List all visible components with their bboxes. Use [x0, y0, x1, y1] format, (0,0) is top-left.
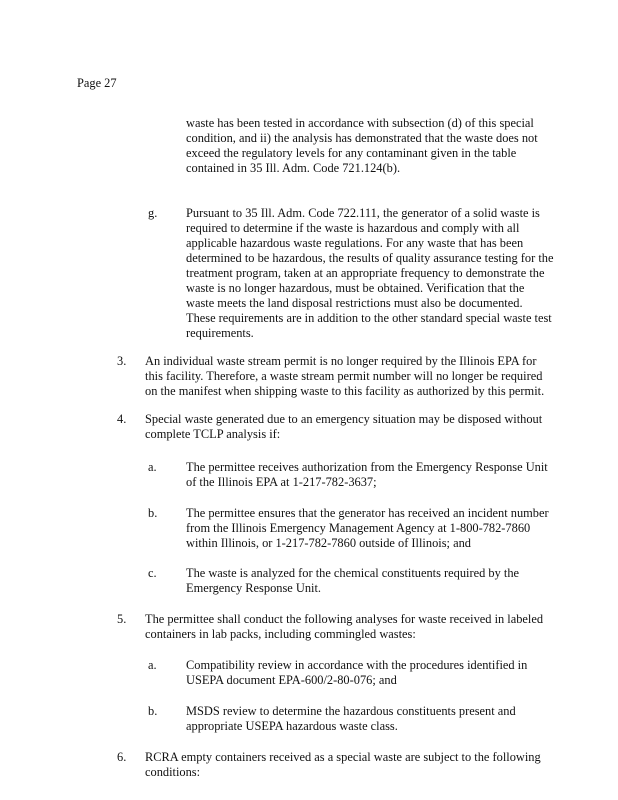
item-number: g.	[148, 206, 158, 220]
paragraph-line: within Illinois, or 1-217-782-7860 outside of Illinois; and	[186, 536, 471, 550]
paragraph-line: These requirements are in addition to the other standard special waste test	[186, 311, 552, 325]
paragraph-line: of the Illinois EPA at 1-217-782-3637;	[186, 475, 377, 489]
paragraph-line: waste has been tested in accordance with subsection (d) of this special	[186, 116, 534, 130]
item-number: c.	[148, 566, 157, 580]
item-number: a.	[148, 658, 157, 672]
paragraph-line: from the Illinois Emergency Management Agency at 1-800-782-7860	[186, 521, 531, 535]
paragraph-line: The waste is analyzed for the chemical constituents required by the	[186, 566, 520, 580]
item-number: 5.	[117, 612, 127, 626]
item-number: a.	[148, 460, 157, 474]
item-number: b.	[148, 506, 158, 520]
item-number: b.	[148, 704, 158, 718]
item-number: 6.	[117, 750, 127, 764]
paragraph-line: Special waste generated due to an emergency situation may be disposed without	[145, 412, 543, 426]
paragraph-line: exceed the regulatory levels for any contaminant given in the table	[186, 146, 517, 160]
paragraph-line: Pursuant to 35 Ill. Adm. Code 722.111, the generator of a solid waste is	[186, 206, 540, 220]
paragraph-line: The permittee shall conduct the following analyses for waste received in labeled	[145, 612, 544, 626]
item-number: 4.	[117, 412, 127, 426]
paragraph-line: on the manifest when shipping waste to this facility as authorized by this permit.	[145, 384, 545, 398]
item-number: 3.	[117, 354, 127, 368]
paragraph-line: appropriate USEPA hazardous waste class.	[186, 719, 398, 733]
paragraph-line: waste is no longer hazardous, must be obtained. Verification that the	[186, 281, 525, 295]
paragraph-line: Compatibility review in accordance with the procedures identified in	[186, 658, 528, 672]
paragraph-line: Emergency Response Unit.	[186, 581, 322, 595]
paragraph-line: The permittee receives authorization from the Emergency Response Unit	[186, 460, 548, 474]
paragraph-line: determined to be hazardous, the results of quality assurance testing for the	[186, 251, 554, 265]
paragraph-line: requirements.	[186, 326, 254, 340]
paragraph-line: applicable hazardous waste regulations. For any waste that has been	[186, 236, 524, 250]
paragraph-line: RCRA empty containers received as a special waste are subject to the following	[145, 750, 541, 764]
paragraph-line: An individual waste stream permit is no longer required by the Illinois EPA for	[145, 354, 537, 368]
paragraph-line: treatment program, taken at an appropriate frequency to demonstrate the	[186, 266, 545, 280]
paragraph-line: this facility. Therefore, a waste stream permit number will no longer be required	[145, 369, 543, 383]
paragraph-line: The permittee ensures that the generator has received an incident number	[186, 506, 549, 520]
paragraph-line: required to determine if the waste is hazardous and comply with all	[186, 221, 520, 235]
paragraph-line: complete TCLP analysis if:	[145, 427, 281, 441]
paragraph-line: MSDS review to determine the hazardous constituents present and	[186, 704, 516, 718]
page-number: Page 27	[77, 76, 117, 90]
paragraph-line: conditions:	[145, 765, 201, 779]
paragraph-line: waste meets the land disposal restrictions must also be documented.	[186, 296, 523, 310]
paragraph-line: containers in lab packs, including commingled wastes:	[145, 627, 416, 641]
paragraph-line: USEPA document EPA-600/2-80-076; and	[186, 673, 397, 687]
paragraph-line: contained in 35 Ill. Adm. Code 721.124(b).	[186, 161, 401, 175]
paragraph-line: condition, and ii) the analysis has demonstrated that the waste does not	[186, 131, 538, 145]
